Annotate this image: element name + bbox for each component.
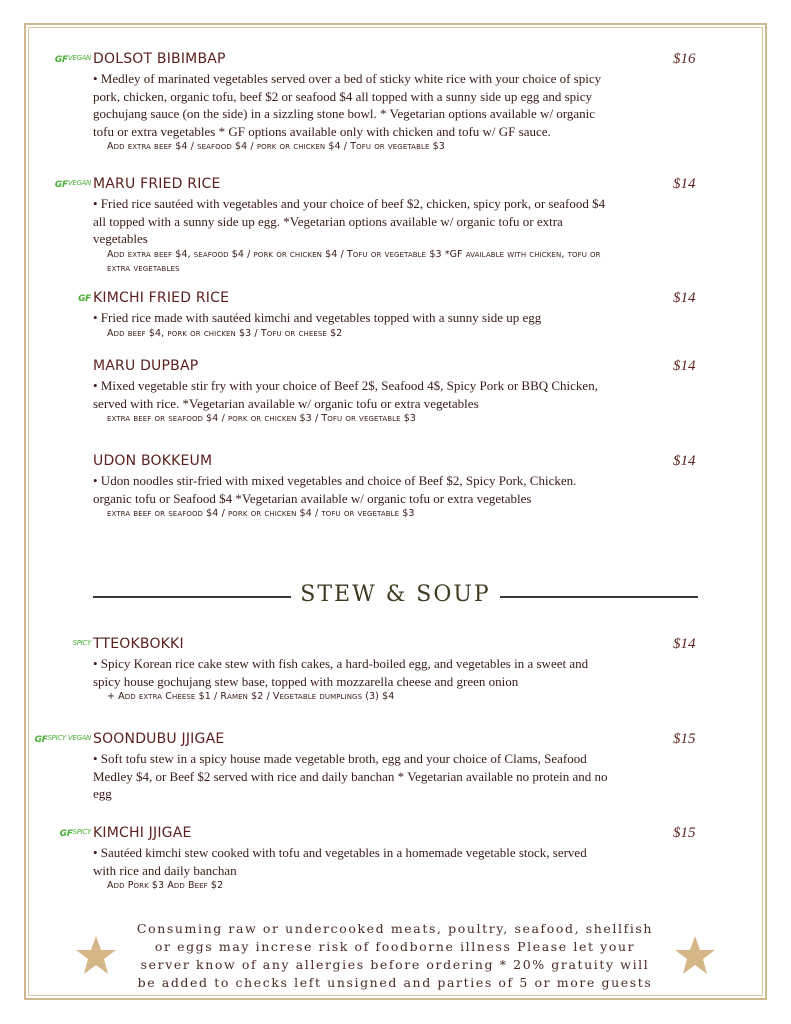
item-price: $15 bbox=[673, 731, 696, 747]
dietary-tag: SPICY bbox=[72, 639, 91, 647]
item-extras: Add beef $4, pork or chicken $3 / Tofu or cheese $2 bbox=[107, 327, 343, 339]
item-price: $14 bbox=[673, 358, 696, 374]
item-name: MARU FRIED RICE bbox=[93, 176, 221, 192]
item-name: MARU DUPBAP bbox=[93, 358, 199, 374]
item-price: $15 bbox=[673, 825, 696, 841]
item-description: • Sautéed kimchi stew cooked with tofu and vegetables in a homemade vegetable stock, served with rice and daily banchan Add Pork $3 Add Beef $2 bbox=[93, 844, 613, 893]
footer-disclaimer: Consuming raw or undercooked meats, poultry, seafood, shellfish or eggs may increse risk of foodborne illness Please let your server know of any allergies before ordering * 20% gratuity will be added to checks left unsigned and parties of 5 or more guests bbox=[136, 921, 654, 990]
item-extras: + Add extra Cheese $1 / Ramen $2 / Vegetable dumplings (3) $4 bbox=[107, 691, 395, 702]
item-name: KIMCHI JJIGAE bbox=[93, 825, 192, 841]
divider-line bbox=[500, 596, 698, 598]
dietary-tag: $GF^{SPICY VEGAN}$ bbox=[34, 734, 91, 745]
item-extras: Add extra beef $4 / seafood $4 / pork or chicken $4 / Tofu or vegetable $3 bbox=[107, 141, 445, 152]
item-description: • Spicy Korean rice cake stew with fish cakes, a hard-boiled egg, and vegetables in a sweet and spicy house gochujang stew base, topped with mozzarella cheese and green onion + Add extra Cheese $1 / Ramen $2 / Vegetable dumplings (3) $4 bbox=[93, 655, 613, 704]
item-name: DOLSOT BIBIMBAP bbox=[93, 51, 226, 67]
item-description: • Mixed vegetable stir fry with your choice of Beef 2$, Seafood 4$, Spicy Pork or BBQ Chicken, served with rice. *Vegetarian available w/ organic tofu or extra vegetables extra beef or seafood $4 / pork or chicken $3 / Tofu or vegetable $3 bbox=[93, 377, 613, 426]
star-icon bbox=[74, 934, 118, 978]
item-description: • Medley of marinated vegetables served over a bed of sticky white rice with your choice of spicy pork, chicken, organic tofu, beef $2 or seafood $4 all topped with a sunny side up egg and spicy gochujang sauce (on the side) in a sizzling stone bowl. * Vegetarian options available w/ organic tofu or extra vegetables * GF options available only with chicken and tofu w/ GF sauce. Add extra beef $4 / seafood $4 / pork or chicken $4 / Tofu or vegetable $3 bbox=[93, 70, 613, 154]
item-description: • Soft tofu stew in a spicy house made vegetable broth, egg and your choice of Clams, Seafood Medley $4, or Beef $2 served with rice and daily banchan * Vegetarian available no protein and no egg bbox=[93, 751, 608, 801]
item-description: • Fried rice sautéed with vegetables and your choice of beef $2, chicken, spicy pork, or seafood $4 all topped with a sunny side up egg. *Vegetarian options available w/ organic tofu or extra vegetables Add extra beef $4, seafood $4 / pork or chicken $4 / Tofu or vegetable $3 *GF available with chicken, tofu or extra vegetables bbox=[93, 195, 613, 276]
item-name: UDON BOKKEUM bbox=[93, 453, 213, 469]
item-name: SOONDUBU JJIGAE bbox=[93, 731, 225, 747]
item-price: $14 bbox=[673, 453, 696, 469]
item-name: KIMCHI FRIED RICE bbox=[93, 290, 230, 306]
divider-line bbox=[93, 596, 291, 598]
dietary-tag: $GF^{VEGAN}$ bbox=[54, 54, 91, 65]
item-price: $14 bbox=[673, 176, 696, 192]
item-description: • Udon noodles stir-fried with mixed vegetables and choice of Beef $2, Spicy Pork, Chicken. organic tofu or Seafood $4 *Vegetarian available w/ organic tofu or extra vegetables extra beef or seafood $4 / pork or chicken $4 / tofu or vegetable $3 bbox=[93, 472, 613, 521]
item-price: $14 bbox=[673, 636, 696, 652]
item-extras: extra beef or seafood $4 / pork or chicken $4 / tofu or vegetable $3 bbox=[107, 508, 415, 519]
dietary-tag: GF bbox=[78, 294, 91, 304]
item-price: $14 bbox=[673, 290, 696, 306]
dietary-tag: $GF^{SPICY}$ bbox=[59, 828, 91, 839]
item-name: TTEOKBOKKI bbox=[93, 636, 184, 652]
star-icon bbox=[673, 934, 717, 978]
item-extras: Add extra beef $4, seafood $4 / pork or chicken $4 / Tofu or vegetable $3 *GF available with chicken, tofu or extra vegetables bbox=[107, 248, 601, 274]
item-extras: extra beef or seafood $4 / pork or chicken $3 / Tofu or vegetable $3 bbox=[107, 413, 417, 424]
dietary-tag: $GF^{VEGAN}$ bbox=[54, 179, 91, 190]
section-title: STEW & SOUP bbox=[300, 582, 491, 607]
item-price: $16 bbox=[673, 51, 696, 67]
item-extras: Add Pork $3 Add Beef $2 bbox=[107, 880, 224, 891]
section-header bbox=[0, 580, 791, 614]
item-description: • Fried rice made with sautéed kimchi and vegetables topped with a sunny side up egg Add beef $4, pork or chicken $3 / Tofu or cheese $2 bbox=[93, 309, 613, 341]
